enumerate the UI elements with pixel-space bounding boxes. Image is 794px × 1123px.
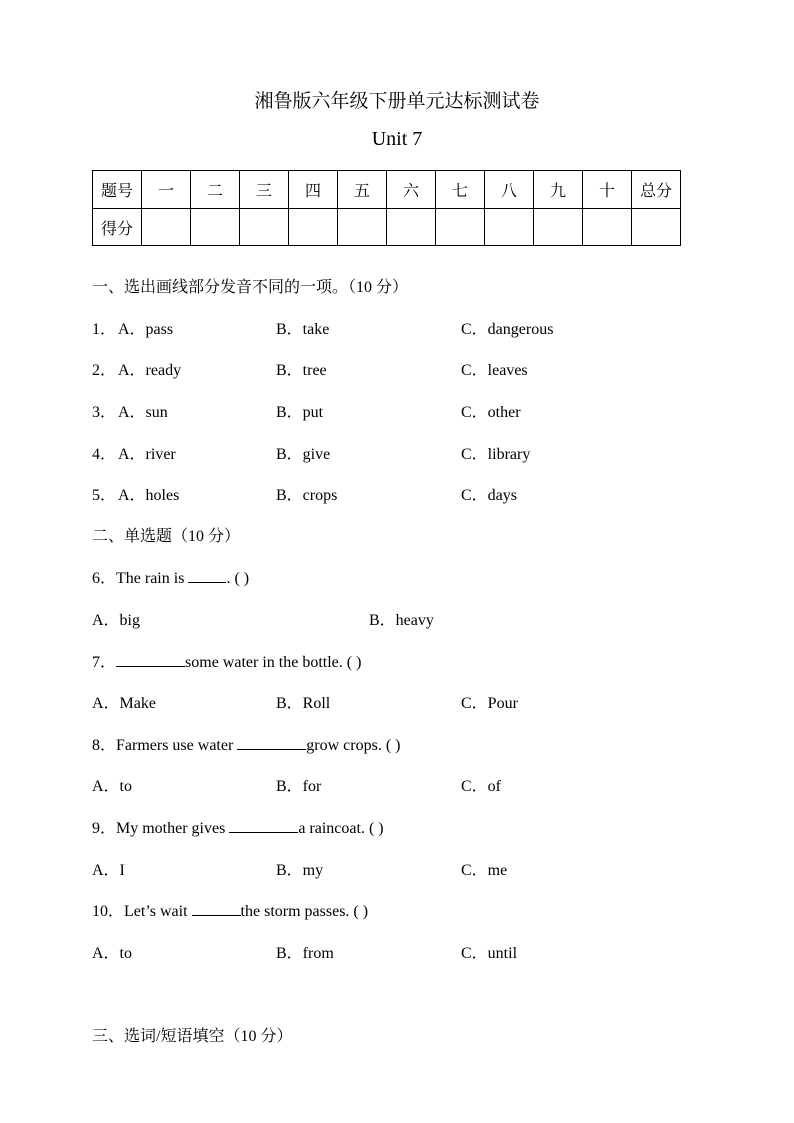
- answer-blank[interactable]: [237, 735, 306, 750]
- question-7: [92, 649, 361, 672]
- question-text: a raincoat. ( ): [298, 820, 384, 837]
- question-number: 2．: [92, 362, 117, 379]
- score-table-header-cell: 三: [240, 171, 289, 209]
- option-c[interactable]: C．until: [461, 945, 518, 962]
- section-1-heading: 一、选出画线部分发音不同的一项。（10 分）: [92, 279, 409, 296]
- answer-blank[interactable]: [229, 818, 298, 833]
- score-cell[interactable]: [289, 209, 338, 246]
- option-c[interactable]: C．Pour: [461, 695, 518, 712]
- option-a[interactable]: A．Make: [92, 695, 156, 712]
- score-table: [92, 170, 681, 246]
- score-cell[interactable]: [534, 209, 583, 246]
- question-text: 7．: [92, 654, 117, 671]
- score-cell[interactable]: [436, 209, 485, 246]
- score-table-header-cell: 二: [191, 171, 240, 209]
- score-cell[interactable]: [338, 209, 387, 246]
- question-8: [92, 732, 401, 755]
- answer-blank[interactable]: [192, 901, 241, 916]
- option-c[interactable]: C．me: [461, 862, 508, 879]
- score-cell[interactable]: [142, 209, 191, 246]
- answer-blank[interactable]: [116, 652, 185, 667]
- score-table-score-row: [93, 209, 681, 246]
- score-table-header-cell: 八: [485, 171, 534, 209]
- score-cell[interactable]: [387, 209, 436, 246]
- section-3-heading: 三、选词/短语填空（10 分）: [92, 1028, 293, 1045]
- score-cell[interactable]: [240, 209, 289, 246]
- option-b[interactable]: B．tree: [276, 362, 327, 379]
- score-cell[interactable]: [583, 209, 632, 246]
- question-number: 4．: [92, 446, 117, 463]
- page-title: 湘鲁版六年级下册单元达标测试卷: [254, 91, 540, 112]
- option-c[interactable]: C．of: [461, 778, 502, 795]
- question-text: 10．Let’s wait: [92, 903, 192, 920]
- score-cell[interactable]: [191, 209, 240, 246]
- question-10: [92, 898, 368, 921]
- option-b[interactable]: B．heavy: [369, 612, 434, 629]
- option-a[interactable]: A．I: [92, 862, 125, 879]
- question-6: [92, 565, 249, 588]
- option-b[interactable]: B．take: [276, 321, 330, 338]
- score-table-header-row: [93, 171, 681, 209]
- question-number: 5．: [92, 487, 117, 504]
- answer-blank[interactable]: [188, 568, 226, 583]
- option-b[interactable]: B．crops: [276, 487, 338, 504]
- option-c[interactable]: C．leaves: [461, 362, 528, 379]
- option-c[interactable]: C．dangerous: [461, 321, 554, 338]
- question-text: 9．My mother gives: [92, 820, 230, 837]
- question-number: 3．: [92, 404, 117, 421]
- option-a[interactable]: A．holes: [118, 487, 180, 504]
- score-table-header-cell: 六: [387, 171, 436, 209]
- question-text: 6．The rain is: [92, 570, 189, 587]
- option-a[interactable]: A．sun: [118, 404, 168, 421]
- option-b[interactable]: B．my: [276, 862, 324, 879]
- option-a[interactable]: A．to: [92, 945, 133, 962]
- option-b[interactable]: B．give: [276, 446, 331, 463]
- score-table-header-cell: 九: [534, 171, 583, 209]
- option-c[interactable]: C．other: [461, 404, 521, 421]
- option-b[interactable]: B．put: [276, 404, 324, 421]
- score-row-label: 得分: [93, 209, 142, 246]
- question-text: the storm passes. ( ): [240, 903, 369, 920]
- score-table-header-cell: 总分: [632, 171, 681, 209]
- question-text: some water in the bottle. ( ): [185, 654, 362, 671]
- question-number: 1．: [92, 321, 117, 338]
- score-cell[interactable]: [485, 209, 534, 246]
- question-9: [92, 815, 384, 838]
- option-c[interactable]: C．library: [461, 446, 531, 463]
- score-table-header-cell: 七: [436, 171, 485, 209]
- option-b[interactable]: B．Roll: [276, 695, 331, 712]
- score-table-header-cell: 四: [289, 171, 338, 209]
- question-text: 8．Farmers use water: [92, 737, 238, 754]
- option-a[interactable]: A．to: [92, 778, 133, 795]
- section-2-heading: 二、单选题（10 分）: [92, 528, 241, 545]
- option-a[interactable]: A．river: [118, 446, 176, 463]
- score-table-header-cell: 一: [142, 171, 191, 209]
- score-table-header-cell: 十: [583, 171, 632, 209]
- option-b[interactable]: B．from: [276, 945, 334, 962]
- score-cell[interactable]: [632, 209, 681, 246]
- score-table-header-cell: 五: [338, 171, 387, 209]
- unit-title: Unit 7: [371, 128, 423, 150]
- option-c[interactable]: C．days: [461, 487, 518, 504]
- score-table-header-cell: 题号: [93, 171, 142, 209]
- option-a[interactable]: A．pass: [118, 321, 174, 338]
- question-text: . ( ): [226, 570, 250, 587]
- option-b[interactable]: B．for: [276, 778, 322, 795]
- question-text: grow crops. ( ): [306, 737, 401, 754]
- option-a[interactable]: A．big: [92, 612, 141, 629]
- option-a[interactable]: A．ready: [118, 362, 182, 379]
